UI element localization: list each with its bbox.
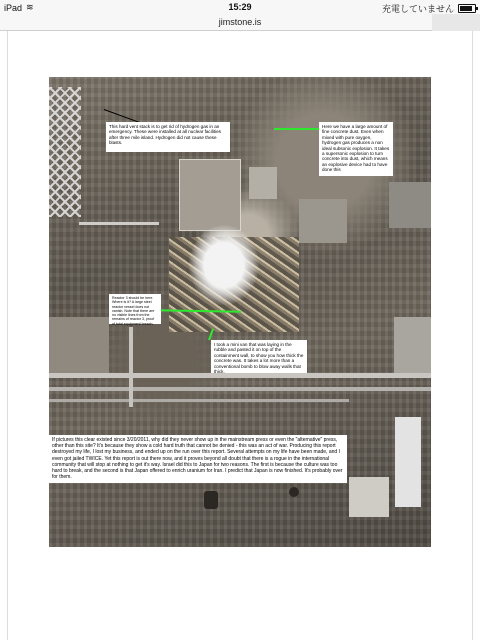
vent-stack-tower [49, 87, 81, 217]
status-bar [0, 0, 480, 14]
note-vent-stack: This hard vent stack is to get rid of hydrogen gas in an emergency. These were installed at all nuclear facilities after three mile island. Hydrogen did not cause these blasts. [106, 122, 230, 152]
pipe [49, 373, 431, 378]
url-text: jimstone.is [218, 17, 262, 27]
building-block [299, 199, 347, 243]
note-bottom-commentary: If pictures this clear existed since 3/20/2011, why did they never show up in the mainstream press or even the "alternative" press, other than this site? It's because they show a cold hard truth that cannot be denied - this was an act of war. Producing this report destroyed my life, I lost my business, and ended up on the run over this report. Several attempts on my life have been made, and I even got jailed TWICE. Yet this report is out there now, and it proves beyond all doubt that there is a rogue in the international community that will stop at nothing to get it's way. Israel did this to Japan for two reasons. The first is because the culture was too hard to break, and the second is that Japan offered to enrich uranium for Iran. I predict that Japan is now finished. It's probably over for them. [49, 435, 347, 483]
building-block [179, 159, 241, 231]
page-right-border [472, 31, 473, 640]
building-block [394, 317, 431, 377]
clock: 15:29 [228, 2, 252, 12]
note-mini-van: I took a mini van that was laying in the rubble and pasted it on top of the containment wall, to show you how thick the concrete was. It takes a lot more than a conventional bomb to blow away walls that thick. [211, 340, 307, 373]
note-concrete-dust: Here we have a large amount of fine concrete dust. Even when mixed with pure oxygen, hydrogen gas produces a non ideal subsonic explosion. It takes a supersonic explosion to turn concrete into dust, which means an explosive device had to have done this [319, 122, 393, 176]
wifi-icon: ≋ [26, 2, 34, 12]
battery-icon [458, 4, 476, 13]
building-block [249, 167, 277, 199]
pipe [79, 222, 159, 225]
debris-shape [204, 491, 218, 509]
pipe [129, 327, 133, 407]
charging-status: 充電していません [381, 4, 454, 14]
aerial-photo [49, 77, 431, 547]
annotation-arrow [274, 128, 320, 130]
building-block [49, 317, 109, 377]
building-block [389, 182, 431, 228]
page-left-border [7, 31, 8, 640]
building-block [349, 477, 389, 517]
white-structure [395, 417, 421, 507]
device-name: iPad [4, 2, 23, 13]
note-reactor3: Reactor 3 should be here. Where is it? A large steel reactor vessel does not vanish. Note that there are no visible lines from the remains of reactor 3, proof of total equipment breach. [109, 294, 161, 324]
address-bar[interactable] [0, 14, 480, 31]
pipe [49, 399, 349, 402]
pipe [49, 387, 431, 391]
steam-cloud [189, 225, 259, 305]
debris-shape [289, 487, 299, 497]
